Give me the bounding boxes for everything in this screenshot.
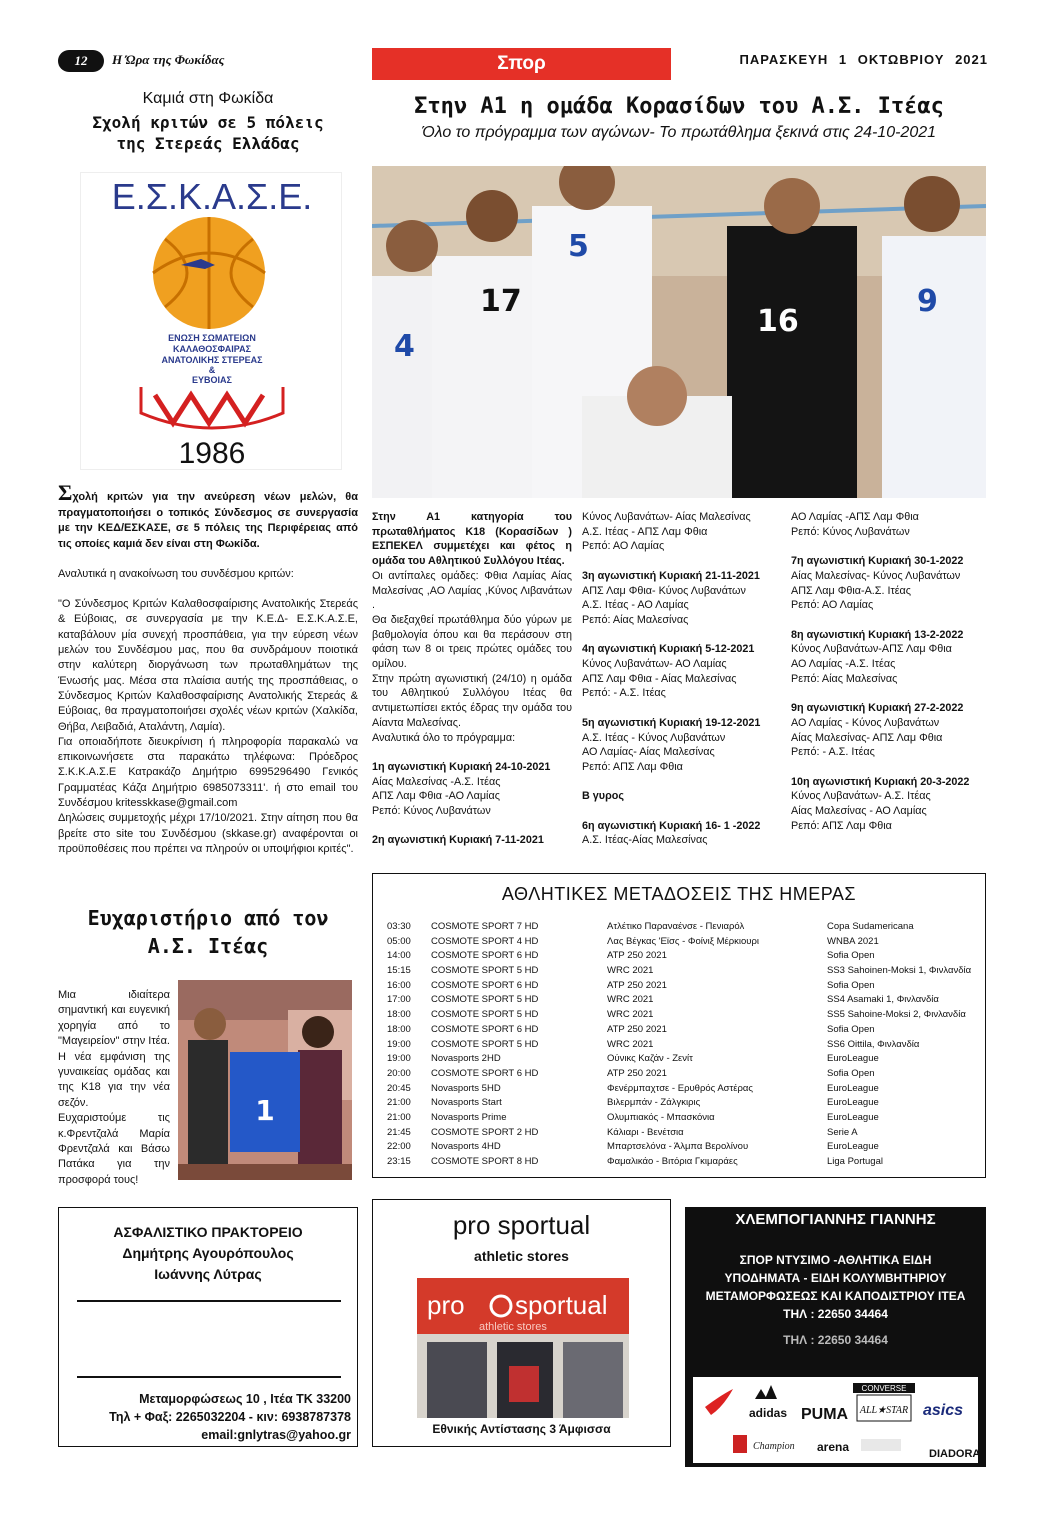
fixture: ΑΟ Λαμίας -ΑΠΣ Λαμ Φθια bbox=[791, 511, 919, 523]
fixture: Κύνος Λυβανάτων-ΑΠΣ Λαμ Φθια bbox=[791, 643, 952, 656]
jersey-number: 9 bbox=[917, 284, 938, 319]
fixture: Αίας Μαλεσίνας- Κύνος Λυβανάτων bbox=[791, 569, 961, 582]
sportswear-ad-title: ΧΛΕΜΠΟΓΙΑΝΝΗΣ ΓΙΑΝΝΗΣ bbox=[735, 1211, 936, 1228]
fixture: Αίας Μαλεσίνας - ΑΟ Λαμίας bbox=[791, 805, 927, 817]
fixture: Ρεπό: ΑΟ Λαμίας bbox=[582, 540, 665, 553]
issue-date bbox=[733, 52, 988, 67]
logo-line-1: ΕΝΩΣΗ ΣΩΜΑΤΕΙΩΝ bbox=[168, 333, 256, 343]
tv-time: 15:15 bbox=[387, 965, 411, 977]
fixture: ΑΟ Λαμίας- Αίας Μαλεσίνας bbox=[582, 746, 715, 759]
tv-schedule-row bbox=[387, 920, 977, 935]
tv-schedule-row bbox=[387, 964, 977, 979]
tv-event: Φαμαλικάο - Βιτόρια Γκιμαράες bbox=[607, 1156, 738, 1167]
logo-line-4: & bbox=[208, 365, 216, 375]
main-headline: Στην Α1 η ομάδα Κορασίδων του Α.Σ. Ιτέας bbox=[414, 94, 944, 119]
fixture: Ρεπό: ΑΠΣ Λαμ Φθια bbox=[791, 819, 892, 832]
fixture: Κύνος Λυβανάτων- Α.Σ. Ιτέας bbox=[791, 790, 931, 803]
ad-line: Ιωάννης Λύτρας bbox=[154, 1266, 262, 1282]
ad-line: ΜΕΤΑΜΟΡΦΩΣΕΩΣ ΚΑΙ ΚΑΠΟΔΙΣΤΡΙΟΥ ΙΤΕΑ bbox=[705, 1289, 966, 1303]
thanks-title bbox=[58, 904, 358, 960]
tv-competition: SS4 Asamaki 1, Φινλανδία bbox=[827, 994, 939, 1006]
tv-channel: Novasports Prime bbox=[431, 1111, 507, 1123]
logo-line-5: ΕΥΒΟΙΑΣ bbox=[192, 375, 232, 385]
tv-schedule-row bbox=[387, 1008, 977, 1023]
second-round-heading: Β γυρος bbox=[582, 790, 624, 803]
fixture: Κύνος Λυβανάτων- ΑΟ Λαμίας bbox=[582, 658, 727, 670]
tv-time: 21:45 bbox=[387, 1126, 411, 1138]
tv-schedule-row bbox=[387, 1155, 977, 1170]
tv-time: 05:00 bbox=[387, 935, 411, 947]
fixture: Κύνος Λυβανάτων- Αίας Μαλεσίνας bbox=[582, 511, 751, 523]
date-number: 1 bbox=[838, 52, 848, 67]
sign-text: pro bbox=[427, 1290, 465, 1320]
tv-channel: Novasports 4HD bbox=[431, 1141, 501, 1153]
round-heading: 1η αγωνιστική Κυριακή 24-10-2021 bbox=[372, 760, 551, 773]
tv-channel: COSMOTE SPORT 6 HD bbox=[431, 1067, 539, 1079]
thanks-body bbox=[58, 988, 170, 1188]
schedule-column-2 bbox=[582, 510, 782, 848]
prosportual-subtitle: athletic stores bbox=[474, 1248, 569, 1264]
tv-time: 17:00 bbox=[387, 994, 411, 1006]
tv-event: ATP 250 2021 bbox=[607, 1067, 667, 1079]
storefront-graphic bbox=[417, 1278, 629, 1418]
tv-channel: COSMOTE SPORT 6 HD bbox=[431, 979, 539, 991]
tv-channel: Novasports 2HD bbox=[431, 1053, 501, 1065]
dropcap: Σ bbox=[58, 480, 73, 505]
fixture: ΑΠΣ Λαμ Φθια- Κύνος Λυβανάτων bbox=[582, 584, 746, 597]
round-heading: 2η αγωνιστική Κυριακή 7-11-2021 bbox=[372, 834, 544, 847]
jersey-number: 16 bbox=[757, 304, 799, 339]
tv-time: 22:00 bbox=[387, 1141, 411, 1153]
fixture: Ρεπό: Κύνος Λυβανάτων bbox=[372, 805, 491, 818]
brand-asics: asics bbox=[923, 1402, 964, 1419]
ad-line: ΑΣΦΑΛΙΣΤΙΚΟ ΠΡΑΚΤΟΡΕΙΟ bbox=[113, 1224, 303, 1240]
tv-event: Ολυμπιακός - Μπασκόνια bbox=[607, 1111, 715, 1123]
date-day: ΠΑΡΑΣΚΕΥΗ bbox=[739, 52, 829, 67]
paragraph bbox=[58, 480, 358, 552]
tv-time: 20:45 bbox=[387, 1082, 411, 1094]
tv-schedule-box bbox=[372, 873, 986, 1178]
phone: Τηλ + Φαξ: 2265032204 - κιν: 6938787378 bbox=[109, 1410, 351, 1424]
intro-text: Στην Α1 κατηγορία του πρωταθλήματος Κ18 (Κορασίδων ) ΕΣΠΕΚΕΛ συμμετέχει και φέτος η ομάδα του Αθλητικού Συλλόγου Ιτέας. bbox=[372, 511, 572, 568]
tv-time: 21:00 bbox=[387, 1111, 411, 1123]
fixture: ΑΠΣ Λαμ Φθια - Αίας Μαλεσίνας bbox=[582, 672, 737, 685]
tv-channel: COSMOTE SPORT 5 HD bbox=[431, 1038, 539, 1050]
brand-adidas: adidas bbox=[749, 1406, 788, 1420]
page-number: 12 bbox=[58, 50, 104, 72]
tv-channel: COSMOTE SPORT 5 HD bbox=[431, 1009, 539, 1021]
fixture: Ρεπό: Αίας Μαλεσίνας bbox=[791, 672, 898, 685]
fixture: Α.Σ. Ιτέας - ΑΟ Λαμίας bbox=[582, 599, 689, 612]
tv-competition: EuroLeague bbox=[827, 1097, 879, 1109]
title-line-2: της Στερεάς Ελλάδας bbox=[116, 134, 300, 153]
fixture: Αίας Μαλεσίνας -Α.Σ. Ιτέας bbox=[372, 775, 501, 788]
tv-competition: SS6 Oittila, Φινλανδία bbox=[827, 1038, 920, 1050]
fixture: Ρεπό: ΑΟ Λαμίας bbox=[791, 599, 874, 612]
insurance-ad bbox=[58, 1207, 358, 1447]
ad-line: ΥΠΟΔΗΜΑΤΑ - ΕΙΔΗ ΚΟΛΥΜΒΗΤΗΡΙΟΥ bbox=[724, 1271, 947, 1285]
brand-arena: arena bbox=[817, 1440, 850, 1454]
tv-competition: Sofia Open bbox=[827, 979, 875, 991]
tv-event: Κάλιαρι - Βενέτσια bbox=[607, 1126, 684, 1138]
sign-text: athletic stores bbox=[479, 1321, 547, 1333]
divider bbox=[77, 1376, 341, 1378]
article-body bbox=[58, 480, 358, 857]
tv-competition: Copa Sudamericana bbox=[827, 921, 914, 932]
paragraph: Οι αντίπαλες ομάδες: Φθια Λαμίας Αίας Μαλεσίνας ,ΑΟ Λαμίας ,Κύνος Λιβανάτων . bbox=[372, 569, 572, 612]
team-photo-graphic bbox=[372, 166, 986, 498]
fixture: Αίας Μαλεσίνας- ΑΠΣ Λαμ Φθια bbox=[791, 731, 943, 744]
round-heading: 5η αγωνιστική Κυριακή 19-12-2021 bbox=[582, 716, 761, 729]
tv-competition: EuroLeague bbox=[827, 1082, 879, 1094]
tv-schedule-row bbox=[387, 1096, 977, 1111]
tv-schedule-row bbox=[387, 1126, 977, 1141]
fixture: ΑΠΣ Λαμ Φθια -ΑΟ Λαμίας bbox=[372, 790, 500, 803]
tv-event: WRC 2021 bbox=[607, 965, 654, 977]
paragraph: Μια ιδιαίτερα σημαντική και ευγενική χορηγία από το "Μαγειρείον" στην Ιτέα. bbox=[58, 989, 170, 1048]
tv-competition: Sofia Open bbox=[827, 1067, 875, 1079]
tv-schedule-row bbox=[387, 979, 977, 994]
tv-competition: EuroLeague bbox=[827, 1053, 879, 1065]
tv-time: 16:00 bbox=[387, 979, 411, 991]
brand-puma: PUMA bbox=[801, 1406, 849, 1423]
fixture: Ρεπό: Αίας Μαλεσίνας bbox=[582, 613, 689, 626]
tv-competition: EuroLeague bbox=[827, 1111, 879, 1123]
eskase-logo bbox=[80, 172, 342, 470]
logo-text: Ε.Σ.Κ.Α.Σ.Ε. bbox=[111, 176, 313, 217]
ad-line: ΣΠΟΡ ΝΤΥΣΙΜΟ -ΑΘΛΗΤΙΚΑ ΕΙΔΗ bbox=[739, 1253, 932, 1267]
tv-competition: Sofia Open bbox=[827, 1023, 875, 1035]
paragraph: Ευχαριστούμε τις κ.Φρεντζαλά Μαρία Φρεντζαλά και Βάσω Πατάκα για την προσφορά τους! bbox=[58, 1112, 170, 1186]
jersey-number: 4 bbox=[394, 329, 415, 364]
tv-schedule-row bbox=[387, 1140, 977, 1155]
tv-channel: COSMOTE SPORT 7 HD bbox=[431, 921, 539, 932]
tv-time: 19:00 bbox=[387, 1053, 411, 1065]
title-line-1: Ευχαριστήριο από τον bbox=[87, 906, 329, 930]
tv-channel: Novasports 5HD bbox=[431, 1082, 501, 1094]
tv-time: 03:30 bbox=[387, 921, 411, 932]
tv-channel: COSMOTE SPORT 4 HD bbox=[431, 935, 539, 947]
tv-time: 23:15 bbox=[387, 1156, 411, 1167]
fixture: Ρεπό: ΑΠΣ Λαμ Φθια bbox=[582, 760, 683, 773]
tv-event: ATP 250 2021 bbox=[607, 950, 667, 962]
tv-time: 19:00 bbox=[387, 1038, 411, 1050]
tv-channel: Novasports Start bbox=[431, 1097, 502, 1109]
tv-schedule-title: ΑΘΛΗΤΙΚΕΣ ΜΕΤΑΔΟΣΕΙΣ ΤΗΣ ΗΜΕΡΑΣ bbox=[501, 884, 857, 904]
tv-competition: SS5 Sahoine-Moksi 2, Φινλανδία bbox=[827, 1009, 966, 1021]
tv-time: 20:00 bbox=[387, 1067, 411, 1079]
tv-competition: SS3 Sahoinen-Moksi 1, Φινλανδία bbox=[827, 965, 972, 977]
paragraph: Αναλυτικά η ανακοίνωση του συνδέσμου κριτών: bbox=[58, 567, 294, 580]
tv-schedule-row bbox=[387, 1067, 977, 1082]
brand-allstar: ALL★STAR bbox=[859, 1405, 909, 1416]
tv-time: 18:00 bbox=[387, 1023, 411, 1035]
schedule-column-3 bbox=[791, 510, 991, 833]
main-subheadline: Όλο το πρόγραμμα των αγώνων- Το πρωτάθλημα ξεκινά στις 24-10-2021 bbox=[421, 124, 937, 141]
paragraph: Για οποιαδήποτε διευκρίνιση ή πληροφορία παρακαλώ να επικοινωνήσετε στα παρακάτω τηλέφωνα: Πρόεδρος Σ.Κ.Κ.Α.Σ.Ε Κατρακάζο Δημήτριο 6995296490 Γενικός Γραμματέας Κάζα Δημήτριο 6985073311'. ή στο email του Συνδέσμου kritesskkase@gmail.com bbox=[58, 735, 358, 810]
tv-event: Φενέρμπαχτσε - Ερυθρός Αστέρας bbox=[607, 1082, 753, 1094]
brand-converse: CONVERSE bbox=[861, 1384, 907, 1393]
tv-time: 18:00 bbox=[387, 1009, 411, 1021]
jersey-number: 5 bbox=[568, 229, 589, 264]
team-photo bbox=[372, 166, 986, 498]
tv-event: Μπαρτσελόνα - Άλμπα Βερολίνου bbox=[607, 1141, 749, 1153]
tv-event: WRC 2021 bbox=[607, 1009, 654, 1021]
jersey-number: 17 bbox=[480, 284, 522, 319]
fixture: Ρεπό: - Α.Σ. Ιτέας bbox=[791, 746, 875, 759]
prosportual-title: pro sportual bbox=[452, 1210, 591, 1240]
tv-time: 21:00 bbox=[387, 1097, 411, 1109]
tv-schedule-row bbox=[387, 993, 977, 1008]
newspaper-name: Η Ώρα της Φωκίδας bbox=[112, 52, 225, 67]
title-line-2: Α.Σ. Ιτέας bbox=[147, 934, 269, 958]
paragraph: Δηλώσεις συμμετοχής μέχρι 17/10/2021. Στην αίτηση που θα βρείτε στο site του Συνδέσμου (skkase.gr) αναφέρονται οι προϋποθέσεις που πρέπει να πληρούν οι υποψήφιοι κριτές". bbox=[58, 812, 358, 855]
ad-line: Δημήτρης Αγουρόπουλος bbox=[122, 1245, 294, 1261]
round-heading: 10η αγωνιστική Κυριακή 20-3-2022 bbox=[791, 775, 970, 788]
tv-schedule-table bbox=[387, 920, 977, 1170]
insurance-ad-contact bbox=[109, 1390, 351, 1444]
schedule-column-1 bbox=[372, 510, 572, 848]
brand-champion: Champion bbox=[753, 1441, 795, 1452]
article-kicker: Καμιά στη Φωκίδα bbox=[142, 90, 274, 107]
round-heading: 8η αγωνιστική Κυριακή 13-2-2022 bbox=[791, 628, 964, 641]
logo-year: 1986 bbox=[178, 437, 246, 470]
fixture: Α.Σ. Ιτέας - ΑΠΣ Λαμ Φθια bbox=[582, 525, 708, 538]
tv-event: ATP 250 2021 bbox=[607, 979, 667, 991]
tv-schedule-row bbox=[387, 1023, 977, 1038]
fixture: ΑΟ Λαμίας -Α.Σ. Ιτέας bbox=[791, 658, 896, 670]
tv-channel: COSMOTE SPORT 6 HD bbox=[431, 1023, 539, 1035]
fixture: Α.Σ. Ιτέας-Αίας Μαλεσίνας bbox=[582, 834, 708, 847]
fixture: Ρεπό: Κύνος Λυβανάτων bbox=[791, 525, 910, 538]
paragraph: Στην πρώτη αγωνιστική (24/10) η ομάδα του Αθλητικού Συλλόγου Ιτέας θα αντιμετωπίσει εκτός έδρας την ομάδα του Αίαντα Μαλεσίνας. bbox=[372, 672, 572, 729]
sign-text: sportual bbox=[515, 1290, 608, 1320]
tv-channel: COSMOTE SPORT 8 HD bbox=[431, 1156, 539, 1167]
round-heading: 4η αγωνιστική Κυριακή 5-12-2021 bbox=[582, 643, 755, 656]
paragraph: Θα διεξαχθεί πρωτάθλημα δύο γύρων με βαθμολογία όπου και θα περάσουν στη φάση των 8 οι τρεις πρώτες ομάδες του ομίλου. bbox=[372, 613, 572, 671]
address: Μεταμορφώσεως 10 , Ιτέα ΤΚ 33200 bbox=[139, 1392, 351, 1406]
lead-text: χολή κριτών για την ανεύρεση νέων μελών, θα πραγματοποιήσει ο τοπικός Σύνδεσμος σε συνεργασία με την ΚΕΔ/ΕΣΚΑΣΕ, σε 5 πόλεις της Περιφέρειας από τις οποίες καμιά δεν είναι στη Φωκίδα. bbox=[58, 491, 358, 550]
tv-schedule-row bbox=[387, 935, 977, 950]
fixture: ΑΟ Λαμίας - Κύνος Λυβανάτων bbox=[791, 716, 940, 729]
sportswear-ad bbox=[685, 1207, 986, 1467]
jersey-photo bbox=[178, 980, 352, 1180]
fixture: ΑΠΣ Λαμ Φθια-Α.Σ. Ιτέας bbox=[791, 584, 912, 597]
sportswear-ad-details bbox=[685, 1251, 986, 1323]
ad-line: ΤΗΛ : 22650 34464 bbox=[783, 1307, 888, 1321]
logo-line-2: ΚΑΛΑΘΟΣΦΑΙΡΑΣ bbox=[172, 344, 252, 354]
title-line-1: Σχολή κριτών σε 5 πόλεις bbox=[92, 113, 324, 132]
jersey-photo-graphic bbox=[178, 980, 352, 1180]
tv-schedule-row bbox=[387, 1082, 977, 1097]
tv-channel: COSMOTE SPORT 5 HD bbox=[431, 965, 539, 977]
round-heading: 7η αγωνιστική Κυριακή 30-1-2022 bbox=[791, 555, 964, 568]
tv-time: 14:00 bbox=[387, 950, 411, 962]
tv-event: Βιλερμπάν - Ζάλγκιρις bbox=[607, 1097, 701, 1109]
tv-competition: EuroLeague bbox=[827, 1141, 879, 1153]
paragraph: Η νέα εμφάνιση της γυναικείας ομάδας και της Κ18 για την νέα σεζόν. bbox=[58, 1050, 170, 1109]
date-year: 2021 bbox=[955, 52, 988, 67]
fixture: Α.Σ. Ιτέας - Κύνος Λυβανάτων bbox=[582, 731, 726, 744]
brand-logos-graphic bbox=[693, 1377, 978, 1463]
jersey-number: 1 bbox=[255, 1094, 275, 1127]
round-heading: 3η αγωνιστική Κυριακή 21-11-2021 bbox=[582, 569, 760, 582]
tv-event: Λας Βέγκας 'Εϊσς - Φοίνιξ Μέρκιουρι bbox=[607, 935, 759, 947]
tv-schedule-row bbox=[387, 1111, 977, 1126]
prosportual-address: Εθνικής Αντίστασης 3 Άμφισσα bbox=[432, 1422, 611, 1436]
tv-schedule-row bbox=[387, 1052, 977, 1067]
tv-channel: COSMOTE SPORT 2 HD bbox=[431, 1126, 539, 1138]
brand-diadora: DIADORA bbox=[929, 1448, 978, 1460]
tv-competition: Serie A bbox=[827, 1126, 858, 1138]
insurance-ad-header bbox=[59, 1222, 357, 1285]
tv-competition: WNBA 2021 bbox=[827, 935, 879, 947]
date-month: ΟΚΤΩΒΡΙΟΥ bbox=[857, 52, 945, 67]
tv-schedule-row bbox=[387, 1038, 977, 1053]
section-label: Σπορ bbox=[372, 48, 671, 80]
tv-channel: COSMOTE SPORT 6 HD bbox=[431, 950, 539, 962]
tv-event: Ατλέτικο Παραναένσε - Πενιαρόλ bbox=[607, 921, 745, 932]
tv-event: WRC 2021 bbox=[607, 1038, 654, 1050]
round-heading: 9η αγωνιστική Κυριακή 27-2-2022 bbox=[791, 702, 964, 715]
fixture: Ρεπό: - Α.Σ. Ιτέας bbox=[582, 687, 666, 700]
ad-line-ghost: ΤΗΛ : 22650 34464 bbox=[783, 1333, 888, 1347]
logo-line-3: ΑΝΑΤΟΛΙΚΗΣ ΣΤΕΡΕΑΣ bbox=[161, 355, 263, 365]
paragraph: "Ο Σύνδεσμος Κριτών Καλαθοσφαίρισης Ανατολικής Στερεάς & Εύβοιας, σε συνεργασία με την Κ.Ε.Δ- Ε.Σ.Κ.Α.Σ.Ε, καταβάλουν μία συνεχή προσπάθεια, για την εύρεση νέων μελών του Συνδέσμου μας, που θα συνδράμουν ποιοτικά στην καλύτερη διοργάνωση των πρωταθλημάτων της Ένωσής μας. Μέσα στα πλαίσια αυτής της προσπάθειας, ο Σύνδεσμος Κριτών Καλαθοσφαίρισης Ανατολικής Στερεάς & Εύβοιας, θα πραγματοποιήσει σχολές νέων κριτών (Χαλκίδα, Θήβα, Λειβαδιά, Αταλάντη, Λαμία). bbox=[58, 598, 358, 733]
tv-competition: Liga Portugal bbox=[827, 1156, 883, 1167]
tv-event: Ούνικς Καζάν - Ζενίτ bbox=[607, 1053, 693, 1065]
brand-logos bbox=[693, 1377, 978, 1463]
email: email:gnlytras@yahoo.gr bbox=[201, 1428, 351, 1442]
prosportual-ad bbox=[372, 1199, 671, 1447]
article-title bbox=[58, 112, 358, 154]
tv-channel: COSMOTE SPORT 5 HD bbox=[431, 994, 539, 1006]
eskase-logo-graphic bbox=[81, 173, 343, 471]
divider bbox=[77, 1300, 341, 1302]
paragraph: Αναλυτικά όλο το πρόγραμμα: bbox=[372, 731, 516, 744]
tv-event: WRC 2021 bbox=[607, 994, 654, 1006]
storefront-photo bbox=[417, 1278, 629, 1418]
tv-competition: Sofia Open bbox=[827, 950, 875, 962]
tv-event: ATP 250 2021 bbox=[607, 1023, 667, 1035]
round-heading: 6η αγωνιστική Κυριακή 16- 1 -2022 bbox=[582, 819, 761, 832]
tv-schedule-row bbox=[387, 949, 977, 964]
